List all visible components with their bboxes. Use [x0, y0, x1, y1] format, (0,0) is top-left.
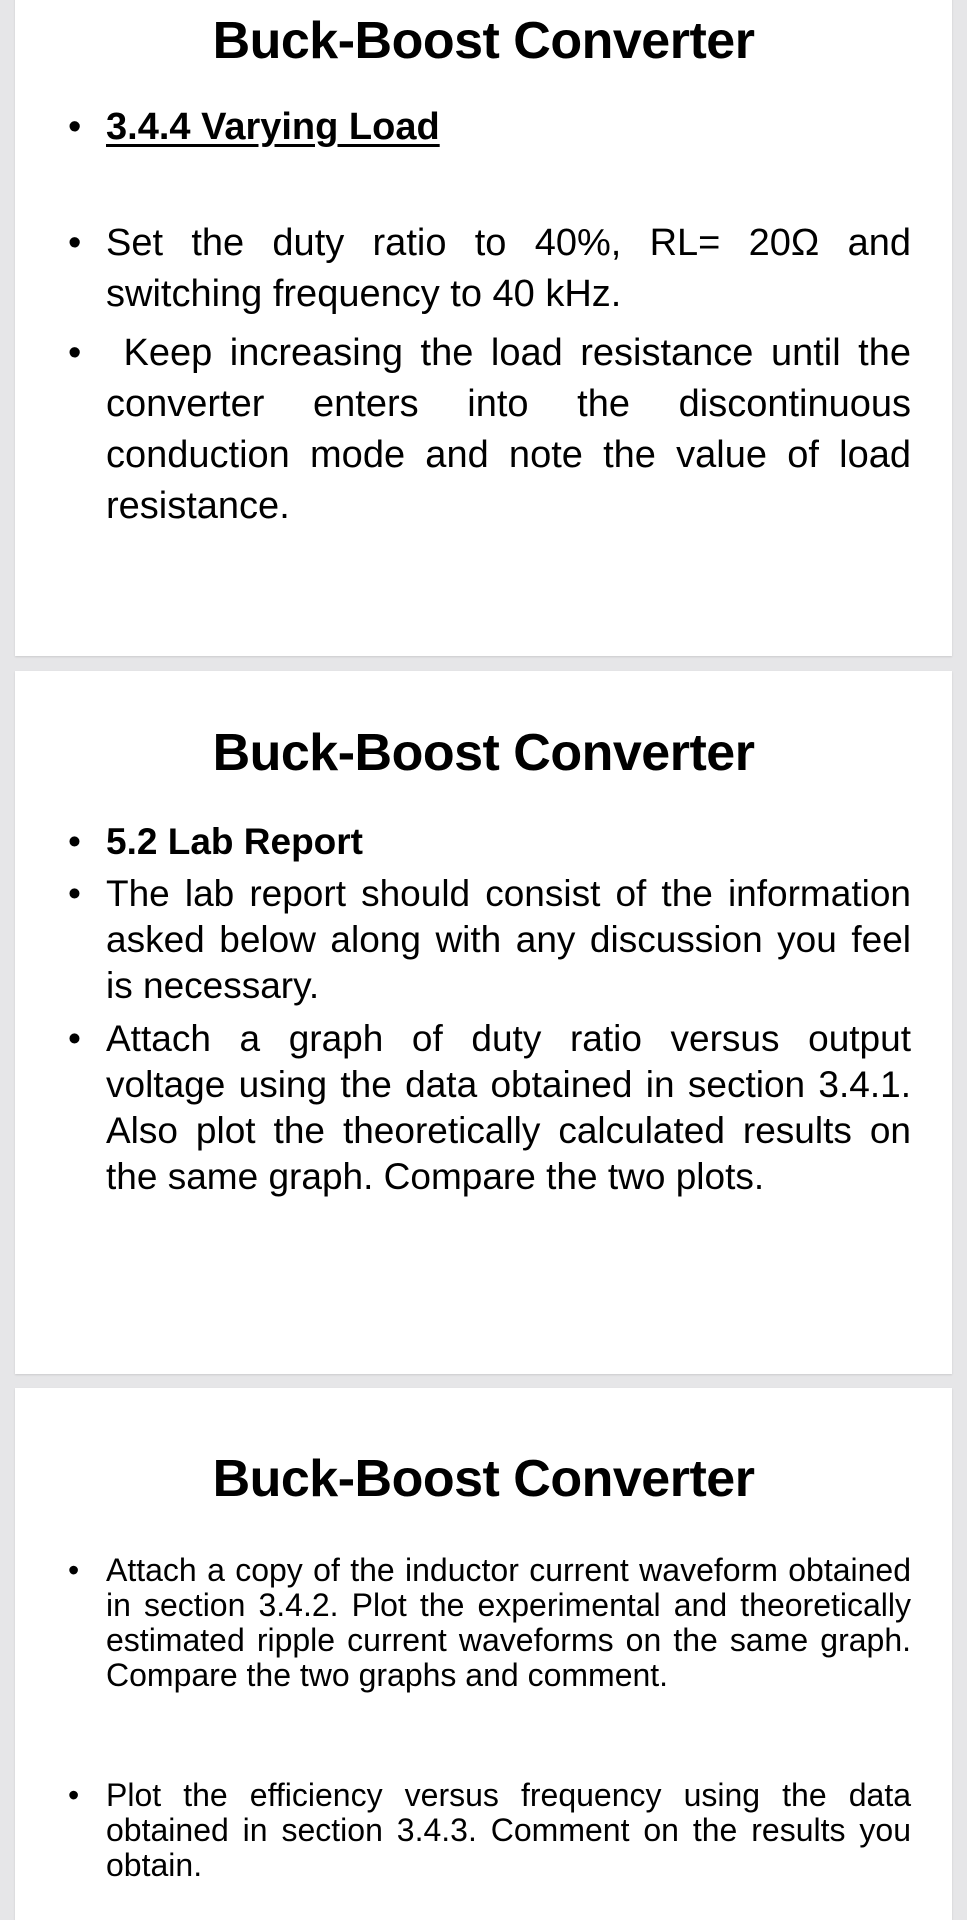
slide-title: Buck-Boost Converter — [212, 1450, 755, 1508]
bullet-item — [68, 328, 922, 532]
section-heading: 3.4.4 Varying Load — [106, 106, 440, 148]
bullet-item — [68, 1777, 911, 1883]
bullet-item — [68, 871, 911, 1009]
bullet-item — [68, 1552, 911, 1693]
slide-1 — [15, 0, 952, 656]
bullet-dot-icon: • — [68, 1552, 80, 1588]
bullet-text: Keep increasing the load resistance until the converter enters into the discontinuous conduction mode and note the value of load resistance. — [106, 332, 922, 527]
bullet-item — [68, 819, 911, 865]
bullet-text: The lab report should consist of the information asked below along with any discussion you feel is necessary. — [106, 873, 911, 1006]
bullet-text: Attach a graph of duty ratio versus output voltage using the data obtained in section 3.4.1. Also plot the theoretically calculated results on the same graph. Compare the two plots. — [106, 1018, 911, 1197]
bullet-dot-icon: • — [68, 332, 82, 374]
bullet-item — [68, 102, 911, 153]
slide-3 — [15, 1388, 952, 1920]
slide-title: Buck-Boost Converter — [212, 724, 755, 782]
slide-2 — [15, 671, 952, 1374]
bullet-dot-icon: • — [68, 873, 81, 914]
bullet-dot-icon: • — [68, 106, 82, 148]
bullet-item — [68, 218, 911, 320]
bullet-item — [68, 1016, 911, 1200]
bullet-dot-icon: • — [68, 222, 82, 264]
bullet-dot-icon: • — [68, 1777, 80, 1813]
bullet-text: Set the duty ratio to 40%, RL= 20Ω and switching frequency to 40 kHz. — [106, 222, 911, 315]
bullet-dot-icon: • — [68, 1018, 81, 1059]
bullet-dot-icon: • — [68, 821, 81, 862]
section-heading: 5.2 Lab Report — [106, 821, 363, 862]
bullet-text: Plot the efficiency versus frequency using the data obtained in section 3.4.3. Comment on the results you obtain. — [106, 1777, 911, 1883]
bullet-text: Attach a copy of the inductor current waveform obtained in section 3.4.2. Plot the experimental and theoretically estimated ripple current waveforms on the same graph. Compare the two graphs and comment. — [106, 1552, 911, 1693]
slide-title: Buck-Boost Converter — [212, 12, 755, 70]
